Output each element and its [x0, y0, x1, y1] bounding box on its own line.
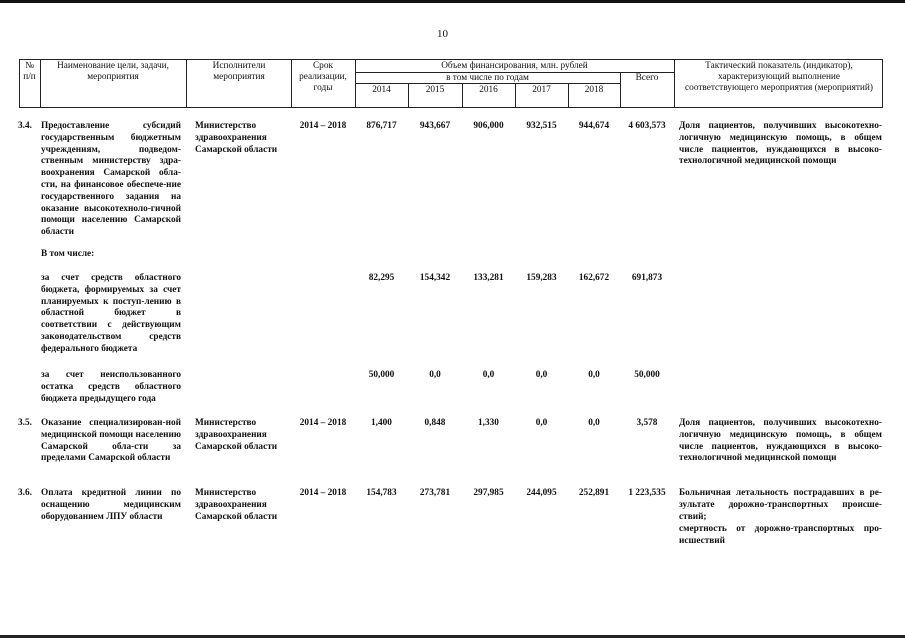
value-2015: 943,667	[419, 121, 451, 131]
bottom-border	[0, 635, 905, 638]
header-volume: Объем финансирования, млн. рублей	[441, 61, 588, 71]
executor: Министерство здравоохранения Самарской области	[195, 488, 278, 522]
value-2017: 0,0	[535, 370, 548, 380]
header-no: № п/п	[23, 61, 36, 82]
executor: Министерство здравоохранения Самарской области	[195, 121, 278, 155]
header-term: Срок реализации, годы	[299, 61, 347, 93]
measure-name: за счет средств областного бюджета, формируемых за счет планируемых к поступ-лению в областной бюджет в соответствии с действующим законодательством средств федерального бюджета	[41, 273, 181, 354]
value-2014: 50,000	[368, 370, 395, 380]
measure-name: Оказание специализирован-ной медицинской помощи населению Самарской обла-сти за пределами Самарской области	[41, 418, 181, 464]
value-2017: 0,0	[535, 418, 548, 428]
value-2015: 0,848	[424, 418, 446, 428]
row-number: 3.4.	[18, 121, 32, 131]
term: 2014 – 2018	[299, 418, 347, 428]
value-total: 3,578	[636, 418, 658, 428]
indicator: Доля пациентов, получивших высокотехно-логичную медицинскую помощь, в общем числе пациентов, нуждающихся в высоко-технологичной медицинской помощи	[679, 418, 882, 464]
header-year-2016: 2016	[479, 85, 498, 95]
value-total: 1 223,535	[628, 488, 666, 498]
header-year-2014: 2014	[372, 85, 391, 95]
value-2018: 0,0	[588, 370, 600, 380]
measure-name: Оплата кредитной линии по оснащению медицинским оборудованием ЛПУ области	[41, 488, 181, 522]
header-year-2015: 2015	[425, 85, 445, 95]
page-number: 10	[437, 28, 448, 40]
value-2018: 944,674	[578, 121, 610, 131]
header-year-2018: 2018	[584, 85, 604, 95]
value-2015: 154,342	[419, 273, 451, 283]
value-2018: 0,0	[588, 418, 600, 428]
header-year-2017: 2017	[532, 85, 551, 95]
value-2016: 1,330	[478, 418, 499, 428]
value-2017: 932,515	[526, 121, 557, 131]
value-2016: 133,281	[473, 273, 504, 283]
value-2014: 1,400	[371, 418, 392, 428]
header-indicator: Тактический показатель (индикатор), характеризующий выполнение соответствующего мероприятия (мероприятий)	[685, 61, 873, 93]
row-number: 3.6.	[18, 488, 32, 498]
value-2015: 273,781	[419, 488, 451, 498]
measure-name: за счет неиспользованного остатка средств областного бюджета предыдущего года	[41, 370, 181, 404]
value-2016: 0,0	[482, 370, 495, 380]
indicator-secondary: смертность от дорожно-транспортных про-исшествий	[679, 524, 882, 546]
row-number: 3.5.	[18, 418, 32, 428]
header-name: Наименование цели, задачи, мероприятия	[57, 61, 169, 82]
value-2016: 906,000	[473, 121, 504, 131]
value-2014: 876,717	[366, 121, 397, 131]
term: 2014 – 2018	[299, 488, 347, 498]
value-2014: 82,295	[368, 273, 395, 283]
value-total: 50,000	[634, 370, 660, 380]
indicator: Больничная летальность пострадавших в ре-зультате дорожно-транспортных происше-ствий;	[679, 488, 882, 522]
header-total: Всего	[635, 73, 659, 83]
value-total: 691,873	[631, 273, 663, 283]
value-2015: 0,0	[429, 370, 441, 380]
measure-name: Предоставление субсидий государственным бюджетным учреждениям, подведом-ственным министерству здра-воохранения Самарской обла-сти, на финансовое обеспече-ние государственного задания на оказание высокотехноло-гичной помощи населению Самарской области	[41, 121, 181, 238]
top-border	[0, 0, 905, 3]
executor: Министерство здравоохранения Самарской области	[195, 418, 278, 452]
header-executors: Исполнители мероприятия	[212, 61, 266, 82]
value-2017: 159,283	[526, 273, 557, 283]
value-2018: 252,891	[578, 488, 610, 498]
value-2017: 244,095	[526, 488, 557, 498]
value-2018: 162,672	[578, 273, 610, 283]
indicator: Доля пациентов, получивших высокотехно-логичную медицинскую помощь, в общем числе пациентов, нуждающихся в высоко-технологичной медицинской помощи	[679, 121, 882, 167]
value-total: 4 603,573	[628, 121, 666, 131]
value-2016: 297,985	[473, 488, 504, 498]
value-2014: 154,783	[366, 488, 397, 498]
header-by-years: в том числе по годам	[446, 73, 529, 83]
term: 2014 – 2018	[299, 121, 347, 131]
subtotal-label: В том числе:	[41, 249, 95, 259]
